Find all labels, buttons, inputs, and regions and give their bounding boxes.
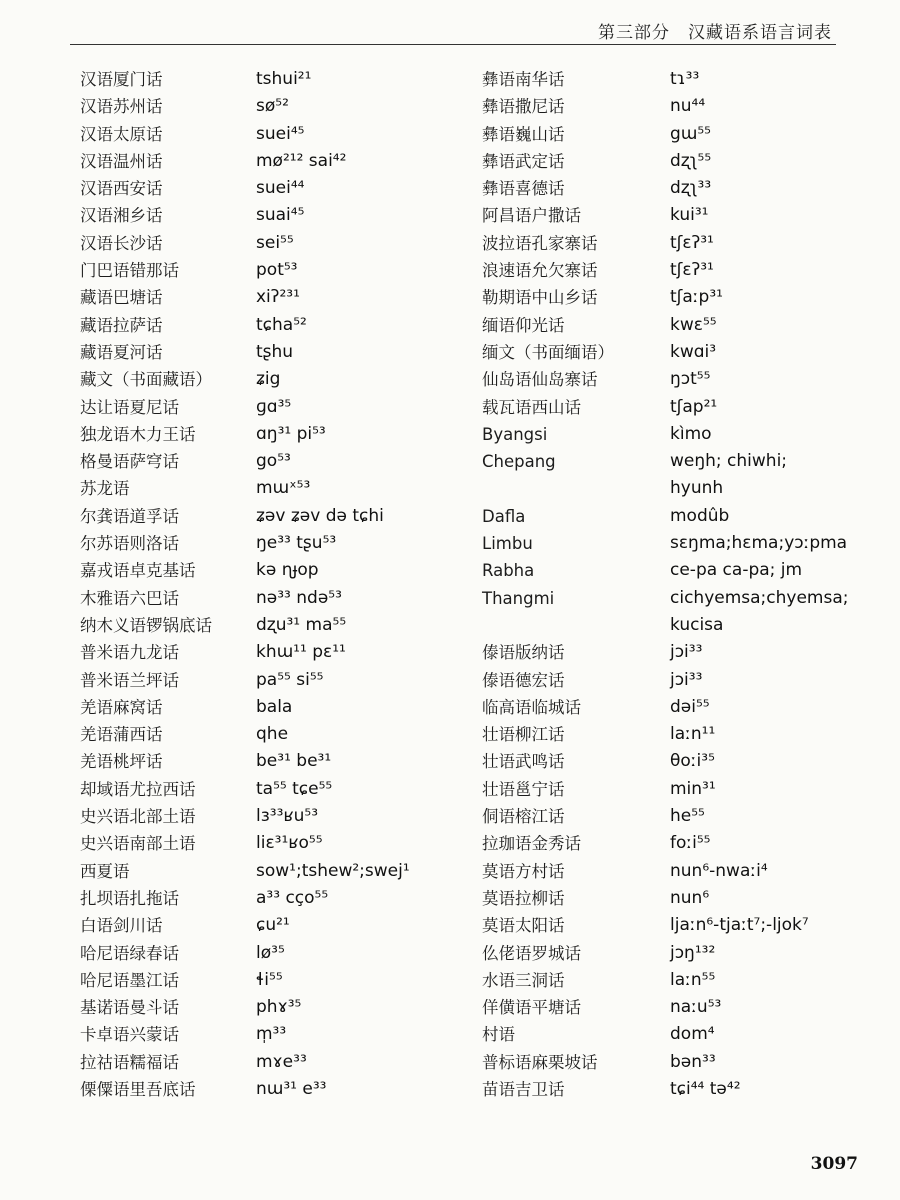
word-entry-row bbox=[80, 994, 480, 1021]
word-entry-row bbox=[482, 339, 862, 366]
word-form: mɯˣ⁵³ bbox=[256, 478, 311, 499]
word-entry-row bbox=[482, 366, 862, 393]
word-entry-row bbox=[482, 257, 862, 284]
word-entry-row bbox=[482, 475, 862, 502]
word-form: kui³¹ bbox=[670, 205, 709, 226]
word-form: qhe bbox=[256, 724, 289, 745]
word-form: tɕi⁴⁴ tə⁴² bbox=[670, 1078, 741, 1099]
word-entry-row bbox=[482, 667, 862, 694]
language-name: 达让语夏尼话 bbox=[80, 397, 179, 417]
word-form: nun⁶ bbox=[670, 887, 710, 908]
word-form: lø³⁵ bbox=[256, 942, 285, 963]
word-entry-row bbox=[482, 1021, 862, 1048]
language-name: Dafla bbox=[482, 506, 526, 526]
language-name: 门巴语错那话 bbox=[80, 261, 179, 281]
word-entry-row bbox=[80, 612, 480, 639]
word-entry-row bbox=[80, 667, 480, 694]
word-form: jɔŋ¹³² bbox=[670, 942, 716, 963]
language-name: 哈尼语墨江话 bbox=[80, 970, 179, 990]
word-form: lɜ³³ʁu⁵³ bbox=[256, 806, 319, 827]
word-form: ɬi⁵⁵ bbox=[256, 969, 283, 990]
word-form: ŋe³³ tʂu⁵³ bbox=[256, 533, 337, 554]
language-name: Thangmi bbox=[482, 588, 555, 608]
word-form: tʃaːp³¹ bbox=[670, 287, 723, 308]
word-entry-row bbox=[80, 858, 480, 885]
word-entry-row bbox=[80, 1021, 480, 1048]
language-name: 汉语湘乡话 bbox=[80, 206, 163, 226]
word-form: dʐu³¹ ma⁵⁵ bbox=[256, 614, 347, 635]
word-entry-row bbox=[482, 940, 862, 967]
language-name: 汉语长沙话 bbox=[80, 233, 163, 253]
language-name: 傣语版纳话 bbox=[482, 643, 565, 663]
word-entry-row bbox=[482, 639, 862, 666]
language-name: 拉祜语糯福话 bbox=[80, 1052, 179, 1072]
language-name: Limbu bbox=[482, 534, 533, 554]
word-form: pa⁵⁵ si⁵⁵ bbox=[256, 669, 324, 690]
word-form: dəi⁵⁵ bbox=[670, 696, 710, 717]
language-name: 彝语撒尼话 bbox=[482, 97, 565, 117]
word-form: suai⁴⁵ bbox=[256, 205, 305, 226]
word-form: laːn¹¹ bbox=[670, 724, 716, 745]
word-form: ɑŋ³¹ pi⁵³ bbox=[256, 423, 326, 444]
word-form: tʃap²¹ bbox=[670, 396, 718, 417]
word-form: θoːi³⁵ bbox=[670, 751, 715, 772]
word-form: dʐʅ⁵⁵ bbox=[670, 150, 712, 171]
word-form: sɛŋma;hɛma;yɔːpma bbox=[670, 533, 848, 554]
language-name: 藏语拉萨话 bbox=[80, 315, 163, 335]
word-form: kə ɳɟop bbox=[256, 560, 319, 581]
word-form: tɕha⁵² bbox=[256, 314, 307, 335]
word-form: m̩³³ bbox=[256, 1024, 287, 1045]
language-name: 浪速语允欠寨话 bbox=[482, 261, 598, 281]
word-entry-row bbox=[482, 885, 862, 912]
word-form: laːn⁵⁵ bbox=[670, 969, 716, 990]
language-name: 苏龙语 bbox=[80, 479, 130, 499]
word-form: modûb bbox=[670, 505, 730, 526]
word-entry-row bbox=[482, 394, 862, 421]
language-name: 村语 bbox=[482, 1025, 515, 1045]
language-name: 羌语麻窝话 bbox=[80, 697, 163, 717]
word-entry-row bbox=[482, 994, 862, 1021]
word-entry-row bbox=[80, 557, 480, 584]
word-entry-row bbox=[80, 394, 480, 421]
word-entry-row bbox=[482, 694, 862, 721]
language-name: 傈僳语里吾底话 bbox=[80, 1079, 196, 1099]
word-form: ʑig bbox=[256, 369, 281, 390]
word-form: mø²¹² sai⁴² bbox=[256, 150, 347, 171]
word-form: ʑəv ʑəv də tɕhi bbox=[256, 505, 384, 526]
language-name: 哈尼语绿春话 bbox=[80, 943, 179, 963]
language-name: 普米语兰坪话 bbox=[80, 670, 179, 690]
word-entry-row bbox=[482, 967, 862, 994]
language-name: 阿昌语户撒话 bbox=[482, 206, 581, 226]
language-name: 拉珈语金秀话 bbox=[482, 834, 581, 854]
word-form: a³³ cço⁵⁵ bbox=[256, 887, 329, 908]
language-name: 载瓦语西山话 bbox=[482, 397, 581, 417]
word-form: phɤ³⁵ bbox=[256, 997, 302, 1018]
word-form: ŋɔt⁵⁵ bbox=[670, 369, 711, 390]
word-entry-row bbox=[80, 230, 480, 257]
language-name: 水语三洞话 bbox=[482, 970, 565, 990]
word-form: nɯ³¹ e³³ bbox=[256, 1078, 327, 1099]
language-name: 白语剑川话 bbox=[80, 916, 163, 936]
word-entry-row bbox=[482, 284, 862, 311]
language-name: 纳木义语锣锅底话 bbox=[80, 615, 212, 635]
word-form: nə³³ ndə⁵³ bbox=[256, 587, 342, 608]
language-name: 勒期语中山乡话 bbox=[482, 288, 598, 308]
language-name: 藏文（书面藏语） bbox=[80, 370, 212, 390]
word-entry-row bbox=[80, 284, 480, 311]
word-entry-row bbox=[80, 475, 480, 502]
language-name: 汉语苏州话 bbox=[80, 97, 163, 117]
word-entry-row bbox=[80, 366, 480, 393]
running-header bbox=[70, 14, 836, 45]
word-form: kìmo bbox=[670, 423, 712, 444]
word-form: ɡɑ³⁵ bbox=[256, 396, 292, 417]
language-name: 汉语温州话 bbox=[80, 151, 163, 171]
language-name: 汉语西安话 bbox=[80, 179, 163, 199]
language-name: 尔苏语则洛话 bbox=[80, 534, 179, 554]
word-entry-row bbox=[482, 121, 862, 148]
word-entry-row bbox=[482, 1076, 862, 1103]
word-entry-row bbox=[80, 940, 480, 967]
word-form: sow¹;tshew²;swej¹ bbox=[256, 860, 410, 881]
word-entry-row bbox=[482, 202, 862, 229]
running-header-text: 第三部分 汉藏语系语言词表 bbox=[598, 23, 832, 43]
word-entry-row bbox=[80, 585, 480, 612]
word-entry-row bbox=[80, 748, 480, 775]
word-entry-row bbox=[482, 66, 862, 93]
word-entry-row bbox=[80, 93, 480, 120]
word-form: tʂhu bbox=[256, 341, 294, 362]
language-name: Rabha bbox=[482, 561, 535, 581]
language-name: 史兴语北部土语 bbox=[80, 807, 196, 827]
word-form: go⁵³ bbox=[256, 451, 291, 472]
word-form: liɛ³¹ʁo⁵⁵ bbox=[256, 833, 323, 854]
language-name: 临高语临城话 bbox=[482, 697, 581, 717]
language-name: 彝语喜德话 bbox=[482, 179, 565, 199]
page-number: 3097 bbox=[810, 1154, 858, 1174]
word-form: ljaːn⁶-tjaːt⁷;-ljok⁷ bbox=[670, 915, 809, 936]
word-entry-row bbox=[482, 230, 862, 257]
word-entry-row bbox=[80, 1049, 480, 1076]
word-entry-row bbox=[80, 530, 480, 557]
word-form: ɕu²¹ bbox=[256, 915, 290, 936]
language-name: 西夏语 bbox=[80, 861, 130, 881]
language-name: 格曼语萨穹话 bbox=[80, 452, 179, 472]
word-form: nun⁶-nwaːi⁴ bbox=[670, 860, 768, 881]
word-entry-row bbox=[482, 776, 862, 803]
word-form: suei⁴⁴ bbox=[256, 178, 305, 199]
word-form: tʃɛʔ³¹ bbox=[670, 232, 714, 253]
word-form: weŋh; chiwhi; bbox=[670, 451, 788, 472]
word-entry-row bbox=[482, 148, 862, 175]
word-entry-row bbox=[482, 830, 862, 857]
word-form: jɔi³³ bbox=[670, 642, 703, 663]
language-name: 仫佬语罗城话 bbox=[482, 943, 581, 963]
language-name: 缅语仰光话 bbox=[482, 315, 565, 335]
word-form: gɯ⁵⁵ bbox=[670, 123, 711, 144]
word-entry-row bbox=[80, 803, 480, 830]
word-entry-row bbox=[80, 421, 480, 448]
word-form: bala bbox=[256, 696, 293, 717]
word-form: kwɑi³ bbox=[670, 341, 717, 362]
language-name: 缅文（书面缅语） bbox=[482, 342, 614, 362]
language-name: 史兴语南部土语 bbox=[80, 834, 196, 854]
language-name: 佯僙语平塘话 bbox=[482, 998, 581, 1018]
word-form: hyunh bbox=[670, 478, 724, 499]
word-form: sei⁵⁵ bbox=[256, 232, 294, 253]
word-entry-row bbox=[482, 1049, 862, 1076]
language-name: 仙岛语仙岛寨话 bbox=[482, 370, 598, 390]
language-name: 普标语麻栗坡话 bbox=[482, 1052, 598, 1072]
word-entry-row bbox=[80, 776, 480, 803]
language-name: 波拉语孔家寨话 bbox=[482, 233, 598, 253]
word-entry-row bbox=[80, 721, 480, 748]
word-entry-row bbox=[80, 257, 480, 284]
word-entry-row bbox=[482, 421, 862, 448]
word-entry-row bbox=[80, 639, 480, 666]
language-name: 基诺语曼斗话 bbox=[80, 998, 179, 1018]
word-form: xiʔ²³¹ bbox=[256, 287, 300, 308]
word-form: min³¹ bbox=[670, 778, 716, 799]
language-name: 藏语夏河话 bbox=[80, 342, 163, 362]
word-form: he⁵⁵ bbox=[670, 806, 705, 827]
word-form: dʐʅ³³ bbox=[670, 178, 712, 199]
word-entry-row bbox=[80, 202, 480, 229]
word-entry-row bbox=[80, 148, 480, 175]
word-form: foːi⁵⁵ bbox=[670, 833, 711, 854]
word-entry-row bbox=[482, 858, 862, 885]
left-column bbox=[80, 66, 480, 1103]
word-entry-row bbox=[80, 967, 480, 994]
word-form: naːu⁵³ bbox=[670, 997, 722, 1018]
word-entry-row bbox=[482, 803, 862, 830]
language-name: Byangsi bbox=[482, 424, 548, 444]
word-entry-row bbox=[482, 912, 862, 939]
language-name: 莫语方村话 bbox=[482, 861, 565, 881]
right-column bbox=[482, 66, 862, 1103]
word-form: mɤe³³ bbox=[256, 1051, 307, 1072]
word-entry-row bbox=[482, 557, 862, 584]
word-form: jɔi³³ bbox=[670, 669, 703, 690]
word-entry-row bbox=[80, 312, 480, 339]
language-name: 汉语厦门话 bbox=[80, 70, 163, 89]
word-entry-row bbox=[482, 721, 862, 748]
language-name: 羌语蒲西话 bbox=[80, 725, 163, 745]
word-entry-row bbox=[80, 339, 480, 366]
word-entry-row bbox=[482, 530, 862, 557]
word-entry-row bbox=[80, 448, 480, 475]
word-entry-row bbox=[80, 175, 480, 202]
language-name: 藏语巴塘话 bbox=[80, 288, 163, 308]
word-form: suei⁴⁵ bbox=[256, 123, 305, 144]
language-name: 汉语太原话 bbox=[80, 124, 163, 144]
word-form: nu⁴⁴ bbox=[670, 96, 706, 117]
language-name: 羌语桃坪话 bbox=[80, 752, 163, 772]
language-name: 普米语九龙话 bbox=[80, 643, 179, 663]
language-name: Chepang bbox=[482, 452, 556, 472]
language-name: 壮语邕宁话 bbox=[482, 779, 565, 799]
language-name: 彝语南华话 bbox=[482, 70, 565, 89]
word-form: tshui²¹ bbox=[256, 69, 312, 89]
word-entry-row bbox=[80, 912, 480, 939]
language-name: 彝语武定话 bbox=[482, 151, 565, 171]
word-form: sø⁵² bbox=[256, 96, 289, 117]
word-entry-row bbox=[482, 448, 862, 475]
word-form: khɯ¹¹ pɛ¹¹ bbox=[256, 642, 346, 663]
word-form: ta⁵⁵ tɕe⁵⁵ bbox=[256, 778, 333, 799]
language-name: 莫语拉柳话 bbox=[482, 888, 565, 908]
language-name: 壮语武鸣话 bbox=[482, 752, 565, 772]
word-entry-row bbox=[482, 312, 862, 339]
language-name: 彝语巍山话 bbox=[482, 124, 565, 144]
language-name: 尔龚语道孚话 bbox=[80, 506, 179, 526]
word-form: dom⁴ bbox=[670, 1024, 715, 1045]
word-entry-row bbox=[482, 585, 862, 612]
word-form: kwɛ⁵⁵ bbox=[670, 314, 717, 335]
language-name: 傣语德宏话 bbox=[482, 670, 565, 690]
word-form: pot⁵³ bbox=[256, 260, 298, 281]
word-entry-row bbox=[482, 175, 862, 202]
language-name: 卡卓语兴蒙话 bbox=[80, 1025, 179, 1045]
word-entry-row bbox=[80, 830, 480, 857]
word-entry-row bbox=[482, 503, 862, 530]
word-entry-row bbox=[80, 885, 480, 912]
word-form: cichyemsa;chyemsa; bbox=[670, 587, 849, 608]
word-entry-row bbox=[80, 694, 480, 721]
language-name: 扎坝语扎拖话 bbox=[80, 888, 179, 908]
language-name: 独龙语木力王话 bbox=[80, 424, 196, 444]
word-entry-row bbox=[80, 1076, 480, 1103]
word-form: bən³³ bbox=[670, 1051, 716, 1072]
language-name: 壮语柳江话 bbox=[482, 725, 565, 745]
word-entry-row bbox=[482, 748, 862, 775]
word-form: tʃɛʔ³¹ bbox=[670, 260, 714, 281]
language-name: 莫语太阳话 bbox=[482, 916, 565, 936]
word-entry-row bbox=[482, 93, 862, 120]
word-form: kucisa bbox=[670, 614, 724, 635]
language-name: 木雅语六巴话 bbox=[80, 588, 179, 608]
word-entry-row bbox=[482, 612, 862, 639]
language-name: 苗语吉卫话 bbox=[482, 1079, 565, 1099]
word-entry-row bbox=[80, 503, 480, 530]
word-form: ce-pa ca-pa; jm bbox=[670, 560, 803, 581]
word-form: tɿ³³ bbox=[670, 69, 700, 89]
word-entry-row bbox=[80, 121, 480, 148]
word-entry-row bbox=[80, 66, 480, 93]
word-form: be³¹ be³¹ bbox=[256, 751, 332, 772]
language-name: 侗语榕江话 bbox=[482, 807, 565, 827]
language-name: 却域语尤拉西话 bbox=[80, 779, 196, 799]
language-name: 嘉戎语卓克基话 bbox=[80, 561, 196, 581]
